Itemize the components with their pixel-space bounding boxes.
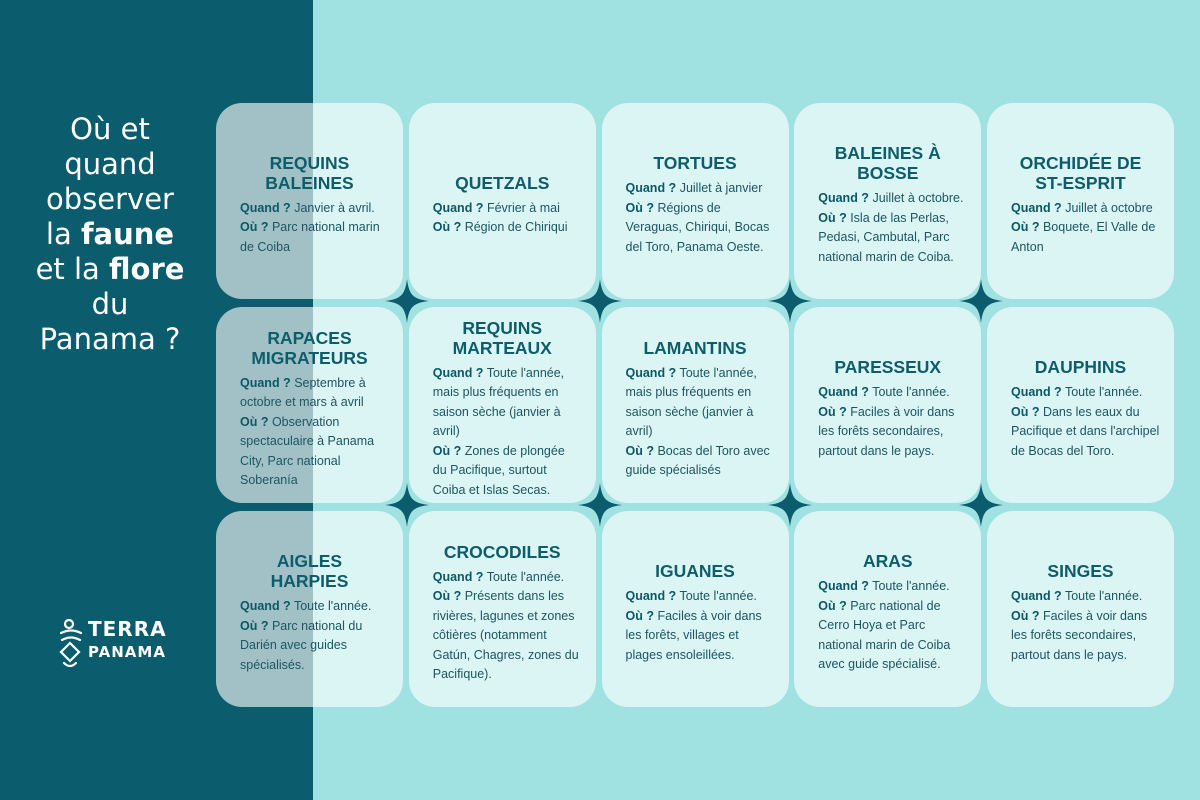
when-value: Toute l'année. xyxy=(1064,589,1143,603)
card-when xyxy=(818,189,967,209)
title-line: observer xyxy=(46,182,174,216)
where-label: Où ? xyxy=(240,414,269,429)
species-card xyxy=(794,103,981,299)
where-label: Où ? xyxy=(818,210,847,225)
when-label: Quand ? xyxy=(1011,200,1062,215)
card-when xyxy=(240,199,389,219)
when-value: Juillet à octobre. xyxy=(872,191,964,205)
where-value: Dans les eaux du Pacifique et dans l'archipel de Bocas del Toro. xyxy=(1011,404,1160,458)
title-line xyxy=(10,252,210,287)
where-value: Région de Chiriqui xyxy=(464,220,568,234)
species-card xyxy=(216,511,403,707)
when-label: Quand ? xyxy=(240,599,291,613)
sparkle-icon xyxy=(385,279,429,323)
where-label: Où ? xyxy=(240,220,269,235)
card-when xyxy=(433,199,582,219)
card-where xyxy=(240,617,389,676)
title-line: Panama ? xyxy=(39,322,181,356)
where-value: Parc national marin de Coiba xyxy=(240,220,380,254)
where-label: Où ? xyxy=(1011,404,1040,419)
card-where xyxy=(1011,403,1160,462)
card-when xyxy=(626,587,775,607)
sparkle-icon xyxy=(959,483,1003,527)
when-value: Toute l'année. xyxy=(1064,385,1143,399)
sparkle-icon xyxy=(768,483,812,527)
sparkle-icon xyxy=(959,279,1003,323)
card-where xyxy=(433,218,582,238)
card-when xyxy=(626,179,775,199)
where-value: Faciles à voir dans les forêts secondaires, partout dans le pays. xyxy=(1011,608,1148,662)
title-emphasis: flore xyxy=(109,252,185,286)
card-where xyxy=(433,442,582,501)
card-title: TORTUES xyxy=(653,153,737,173)
card-title: RAPACES MIGRATEURS xyxy=(251,327,368,368)
when-value: Toute l'année. xyxy=(872,579,950,594)
card-title: CROCODILES xyxy=(443,541,561,562)
card-title: BALEINES À BOSSE xyxy=(834,143,941,183)
where-value: Isla de las Perlas, Pedasi, Cambutal, Parc national marin de Coiba. xyxy=(818,210,954,264)
when-value: Toute l'année. xyxy=(486,569,565,584)
card-title: AIGLES HARPIES xyxy=(270,551,349,591)
title-line: quand xyxy=(64,147,156,181)
when-value: Toute l'année, mais plus fréquents en saison sèche (janvier à avril) xyxy=(625,365,757,438)
card-when xyxy=(818,383,967,403)
where-value: Parc national de Cerro Hoya et Parc national marin de Coiba avec guide spécialisé. xyxy=(818,598,951,672)
card-where xyxy=(433,587,582,685)
species-card xyxy=(987,103,1174,299)
where-value: Boquete, El Valle de Anton xyxy=(1011,220,1156,254)
card-where xyxy=(818,597,967,675)
title-line xyxy=(10,217,210,252)
when-value: Juillet à janvier xyxy=(679,181,763,195)
card-title: DAUPHINS xyxy=(1034,357,1127,377)
title-text: la xyxy=(45,217,81,251)
card-where xyxy=(626,199,775,258)
card-when xyxy=(1011,199,1160,219)
sparkle-icon xyxy=(578,279,622,323)
card-title: REQUINS MARTEAUX xyxy=(452,317,552,358)
species-card xyxy=(409,307,596,503)
card-title: LAMANTINS xyxy=(643,337,747,358)
page-title xyxy=(10,112,210,357)
when-value: Toute l'année. xyxy=(872,385,950,399)
where-value: Faciles à voir dans les forêts, villages et plages ensoleillées. xyxy=(625,608,762,662)
card-title: SINGES xyxy=(1047,561,1114,581)
when-value: Février à mai xyxy=(486,200,560,215)
where-value: Régions de Veraguas, Chiriqui, Bocas del Toro, Panama Oeste. xyxy=(625,200,770,254)
title-emphasis: faune xyxy=(80,217,175,251)
card-title: PARESSEUX xyxy=(834,357,942,377)
when-label: Quand ? xyxy=(818,385,869,399)
where-label: Où ? xyxy=(625,608,654,623)
card-title: ORCHIDÉE DE ST-ESPRIT xyxy=(1019,152,1142,193)
card-when xyxy=(1011,383,1160,403)
species-card xyxy=(987,307,1174,503)
card-where xyxy=(818,403,967,462)
where-value: Bocas del Toro avec guide spécialisés xyxy=(625,443,770,477)
when-label: Quand ? xyxy=(625,365,677,380)
where-value: Faciles à voir dans les forêts secondaires, partout dans le pays. xyxy=(818,404,955,458)
card-where xyxy=(240,413,389,491)
card-title: IGUANES xyxy=(655,561,735,581)
when-label: Quand ? xyxy=(818,579,869,594)
where-label: Où ? xyxy=(240,618,269,633)
card-when xyxy=(433,568,582,588)
where-label: Où ? xyxy=(625,443,654,458)
title-line: du xyxy=(91,287,129,321)
logo-text: PANAMA xyxy=(88,643,166,661)
when-value: Janvier à avril. xyxy=(294,200,375,215)
when-label: Quand ? xyxy=(240,200,291,215)
species-grid xyxy=(216,103,1170,707)
card-when xyxy=(240,597,389,617)
logo-text: TERRA xyxy=(88,617,167,641)
species-card xyxy=(602,103,789,299)
card-where xyxy=(240,218,389,257)
species-card xyxy=(216,103,403,299)
card-title: REQUINS BALEINES xyxy=(265,152,354,193)
where-label: Où ? xyxy=(432,589,462,603)
card-title: ARAS xyxy=(862,551,913,572)
title-text: et la xyxy=(35,252,110,286)
card-when xyxy=(240,374,389,413)
when-label: Quand ? xyxy=(240,375,291,390)
when-value: Toute l'année. xyxy=(293,599,372,613)
where-label: Où ? xyxy=(625,200,654,215)
species-card xyxy=(602,307,789,503)
when-label: Quand ? xyxy=(432,200,484,215)
species-card xyxy=(602,511,789,707)
where-label: Où ? xyxy=(432,220,462,234)
species-card xyxy=(794,307,981,503)
card-when xyxy=(626,364,775,442)
species-card xyxy=(794,511,981,707)
where-value: Parc national du Darién avec guides spécialisés. xyxy=(240,618,363,672)
species-card xyxy=(409,511,596,707)
card-where xyxy=(626,442,775,481)
species-card xyxy=(987,511,1174,707)
card-where xyxy=(1011,218,1160,257)
terra-panama-logo-icon xyxy=(58,619,84,671)
where-value: Observation spectaculaire à Panama City, Parc national Soberanía xyxy=(240,414,375,487)
when-label: Quand ? xyxy=(432,569,484,584)
card-title: QUETZALS xyxy=(455,172,550,193)
where-label: Où ? xyxy=(818,598,847,613)
title-line: Où et xyxy=(70,112,150,146)
sparkle-icon xyxy=(768,279,812,323)
when-value: Juillet à octobre xyxy=(1065,200,1153,215)
when-value: Septembre à octobre et mars à avril xyxy=(240,375,366,409)
sparkle-icon xyxy=(578,483,622,527)
card-when xyxy=(1011,587,1160,607)
when-label: Quand ? xyxy=(625,181,677,195)
when-label: Quand ? xyxy=(625,589,677,603)
species-card xyxy=(409,103,596,299)
where-value: Présents dans les rivières, lagunes et zones côtières (notamment Gatún, Chagres, zones du Pacifique). xyxy=(432,589,579,681)
brand-logo xyxy=(58,617,178,669)
where-label: Où ? xyxy=(432,443,462,458)
card-where xyxy=(626,607,775,666)
where-label: Où ? xyxy=(818,404,847,419)
card-where xyxy=(1011,607,1160,666)
when-label: Quand ? xyxy=(1011,385,1062,399)
where-label: Où ? xyxy=(1011,608,1040,623)
when-value: Toute l'année. xyxy=(679,589,757,603)
when-label: Quand ? xyxy=(432,365,484,380)
species-card xyxy=(216,307,403,503)
card-when xyxy=(818,577,967,597)
when-value: Toute l'année, mais plus fréquents en saison sèche (janvier à avril) xyxy=(432,365,565,439)
sparkle-icon xyxy=(385,483,429,527)
when-label: Quand ? xyxy=(1011,589,1062,603)
card-where xyxy=(818,209,967,268)
when-label: Quand ? xyxy=(818,191,869,205)
where-label: Où ? xyxy=(1011,220,1040,235)
where-value: Zones de plongée du Pacifique, surtout Coiba et Islas Secas. xyxy=(432,443,565,497)
card-when xyxy=(433,364,582,442)
